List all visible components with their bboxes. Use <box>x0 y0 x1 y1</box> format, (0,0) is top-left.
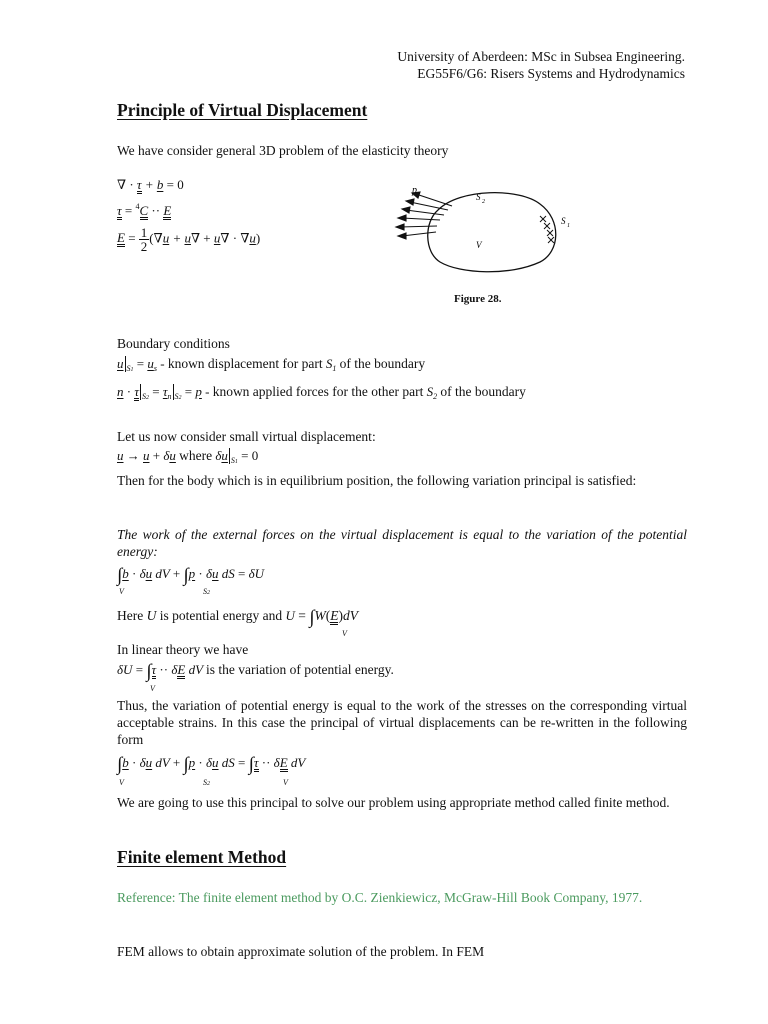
integral-limit-s2-final: S2 <box>203 778 210 787</box>
equation-work-balance: ∫b · δu dV + ∫p · δu dS = δU <box>117 565 265 586</box>
boundary-condition-forces: n · τ $_{S2} = \tau_n$ $_{S2}$ = p - known applied forces for the other part $S_2$ of the boundary <box>117 384 526 401</box>
equation-virtual-displacement: u → u + δu where δu $_{S1}$ = 0 <box>117 448 259 465</box>
label-s1-sub: 1 <box>567 223 570 229</box>
reference-note: Reference: The finite element method by O.C. Zienkiewicz, McGraw-Hill Book Company, 1977. <box>117 890 643 905</box>
integral-limit-v-energy: V <box>342 629 347 638</box>
linear-theory-line: In linear theory we have <box>117 642 249 657</box>
thus-paragraph: Thus, the variation of potential energy is equal to the work of the stresses on the corresponding virtual acceptable strains. In this case the principal of virtual displacements can be re-written in the following form <box>117 698 687 747</box>
section-title-virtual-displacement: Principle of Virtual Displacement <box>117 100 368 120</box>
label-s2: S <box>476 192 481 202</box>
then-paragraph: Then for the body which is in equilibrium position, the following variation principal is satisfied: <box>117 473 637 488</box>
where-word: where <box>179 448 213 463</box>
integral-limit-v-linear: V <box>150 684 155 693</box>
header-institution: University of Aberdeen: MSc in Subsea Engineering. <box>397 49 685 64</box>
body-diagram-figure <box>390 182 580 282</box>
header-course: EG55F6/G6: Risers Systems and Hydrodynamics <box>417 66 685 81</box>
label-v: V <box>476 240 482 250</box>
label-s2-sub: 2 <box>482 199 485 205</box>
equation-virtual-work-final: ∫b · δu dV + ∫p · δu dS = ∫τ ·· δE dV <box>117 754 306 775</box>
boundary-line1-text: known displacement for part <box>167 356 323 371</box>
equation-equilibrium: ∇ · τ + b = 0 <box>117 177 184 192</box>
equation-strain: E = $\frac{1}{2}$ (∇u + u∇ + u∇ · ∇u) <box>117 225 261 254</box>
here-line: Here U is potential energy and U = ∫W(E)dV <box>117 607 358 628</box>
going-paragraph: We are going to use this principal to solve our problem using appropriate method called finite method. <box>117 795 670 810</box>
boundary-condition-displacement: u $_{S1} = u_s$ - known displacement for part $S_1$ of the boundary <box>117 356 426 373</box>
equation-hooke: τ = $^4$C ·· E <box>117 202 172 218</box>
principle-statement: The work of the external forces on the virtual displacement is equal to the variation of the potential energy: <box>117 527 687 559</box>
here-prefix: Here <box>117 608 144 623</box>
integral-limit-s2: S2 <box>203 587 210 596</box>
virtual-intro: Let us now consider small virtual displacement: <box>117 429 376 444</box>
here-mid: is potential energy and <box>159 608 283 623</box>
boundary-heading: Boundary conditions <box>117 336 230 351</box>
section-title-fem: Finite element Method <box>117 847 287 867</box>
applied-force-arrows <box>396 192 452 239</box>
figure-caption: Figure 28. <box>454 293 502 305</box>
intro-paragraph: We have consider general 3D problem of the elasticity theory <box>117 143 449 158</box>
fem-paragraph: FEM allows to obtain approximate solution of the problem. In FEM <box>117 944 485 959</box>
label-s1: S <box>561 216 566 226</box>
label-p: p <box>412 185 417 196</box>
boundary-line2-tail: of the boundary <box>440 384 526 399</box>
linear-tail: is the variation of potential energy. <box>206 662 394 677</box>
equation-linear-variation: δU = ∫τ ·· δE dV is the variation of potential energy. <box>117 661 394 682</box>
integral-limit-v-final-2: V <box>283 778 288 787</box>
boundary-line2-text: known applied forces for the other part <box>212 384 424 399</box>
integral-limit-v: V <box>119 587 124 596</box>
boundary-line1-tail: of the boundary <box>339 356 426 371</box>
integral-limit-v-final-1: V <box>119 778 124 787</box>
fixed-support-marks <box>540 216 554 243</box>
